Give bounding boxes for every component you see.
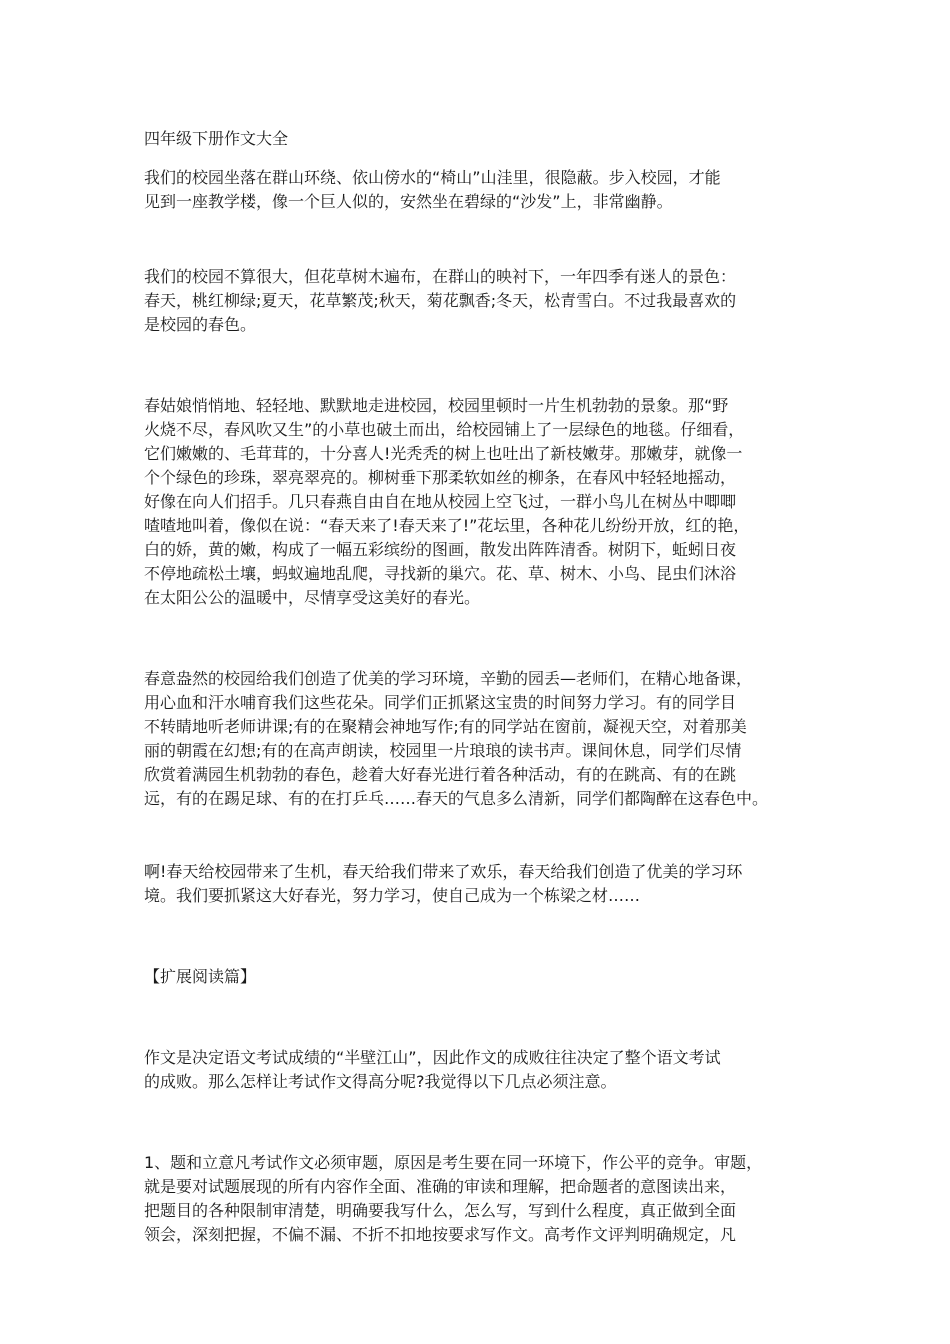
paragraph-8 [144, 1151, 816, 1247]
paragraph-line: 欣赏着满园生机勃勃的春色，趁着大好春光进行着各种活动，有的在跳高、有的在跳 [144, 765, 737, 784]
paragraph-gap [144, 610, 816, 667]
paragraph-line: 白的娇，黄的嫩，构成了一幅五彩缤纷的图画，散发出阵阵清香。树阴下，蚯蚓日夜 [144, 540, 737, 559]
paragraph-line: 把题目的各种限制审清楚，明确要我写什么，怎么写，写到什么程度，真正做到全面 [144, 1201, 737, 1220]
paragraph-line: 见到一座教学楼，像一个巨人似的，安然坐在碧绿的“沙发”上，非常幽静。 [144, 192, 673, 211]
paragraph-line: 我们的校园不算很大，但花草树木遍布，在群山的映衬下，一年四季有迷人的景色： [144, 267, 737, 286]
paragraph-line: 春意盎然的校园给我们创造了优美的学习环境，辛勤的园丢—老师们，在精心地备课， [144, 669, 753, 688]
paragraph-line: 在太阳公公的温暖中，尽情享受这美好的春光。 [144, 588, 481, 607]
paragraph-line: 喳喳地叫着，像似在说：“春天来了!春天来了!”花坛里，各种花儿纷纷开放，红的艳， [144, 516, 750, 535]
paragraph-line: 春姑娘悄悄地、轻轻地、默默地走进校园，校园里顿时一片生机勃勃的景象。那“野 [144, 396, 729, 415]
extended-reading-heading [144, 965, 816, 989]
paragraph-line: 领会，深刻把握，不偏不漏、不折不扣地按要求写作文。高考作文评判明确规定，凡 [144, 1225, 737, 1244]
paragraph-line: 啊!春天给校园带来了生机，春天给我们带来了欢乐，春天给我们创造了优美的学习环 [144, 862, 743, 881]
paragraph-gap [144, 989, 816, 1046]
paragraph-gap [144, 811, 816, 860]
paragraph-line: 丽的朝霞在幻想;有的在高声朗读，校园里一片琅琅的读书声。课间休息，同学们尽情 [144, 741, 742, 760]
document-body [144, 127, 816, 1247]
paragraph-line: 就是要对试题展现的所有内容作全面、准确的审读和理解，把命题者的意图读出来， [144, 1177, 737, 1196]
paragraph-line: 1、题和立意凡考试作文必须审题，原因是考生要在同一环境下，作公平的竞争。审题， [144, 1153, 763, 1172]
paragraph-line: 的成败。那么怎样让考试作文得高分呢?我觉得以下几点必须注意。 [144, 1072, 617, 1091]
paragraph-line: 不停地疏松土壤，蚂蚁遍地乱爬，寻找新的巢穴。花、草、树木、小鸟、昆虫们沐浴 [144, 564, 737, 583]
paragraph-line: 它们嫩嫩的、毛茸茸的，十分喜人!光秃秃的树上也吐出了新枝嫩芽。那嫩芽，就像一 [144, 444, 743, 463]
paragraph-line: 个个绿色的珍珠，翠亮翠亮的。柳树垂下那柔软如丝的柳条，在春风中轻轻地摇动， [144, 468, 737, 487]
paragraph-line: 是校园的春色。 [144, 315, 257, 334]
paragraph-1 [144, 166, 816, 214]
paragraph-line: 火烧不尽，春风吹又生”的小草也破土而出，给校园铺上了一层绿色的地毯。仔细看， [144, 420, 745, 439]
paragraph-line: 作文是决定语文考试成绩的“半壁江山”，因此作文的成败往往决定了整个语文考试 [144, 1048, 721, 1067]
paragraph-7 [144, 1046, 816, 1094]
document-title: 四年级下册作文大全 [144, 129, 289, 148]
paragraph-gap [144, 337, 816, 394]
paragraph-line: 春天，桃红柳绿;夏天，花草繁茂;秋天，菊花飘香;冬天，松青雪白。不过我最喜欢的 [144, 291, 737, 310]
section-heading: 【扩展阅读篇】 [144, 967, 257, 986]
paragraph-3 [144, 394, 816, 610]
paragraph-5 [144, 860, 816, 908]
paragraph-gap [144, 1094, 816, 1151]
paragraph-4 [144, 667, 816, 811]
paragraph-line: 我们的校园坐落在群山环绕、依山傍水的“椅山”山洼里，很隐蔽。步入校园，才能 [144, 168, 721, 187]
paragraph-line: 用心血和汗水哺育我们这些花朵。同学们正抓紧这宝贵的时间努力学习。有的同学目 [144, 693, 737, 712]
paragraph-line: 不转睛地听老师讲课;有的在聚精会神地写作;有的同学站在窗前，凝视天空，对着那美 [144, 717, 747, 736]
paragraph-2 [144, 265, 816, 337]
paragraph-gap [144, 214, 816, 265]
paragraph-line: 远，有的在踢足球、有的在打乒乓……春天的气息多么清新，同学们都陶醉在这春色中。 [144, 789, 769, 808]
paragraph-gap [144, 908, 816, 965]
paragraph-line: 境。我们要抓紧这大好春光，努力学习，使自己成为一个栋梁之材…… [144, 886, 641, 905]
paragraph-line: 好像在向人们招手。几只春燕自由自在地从校园上空飞过，一群小鸟儿在树丛中唧唧 [144, 492, 737, 511]
